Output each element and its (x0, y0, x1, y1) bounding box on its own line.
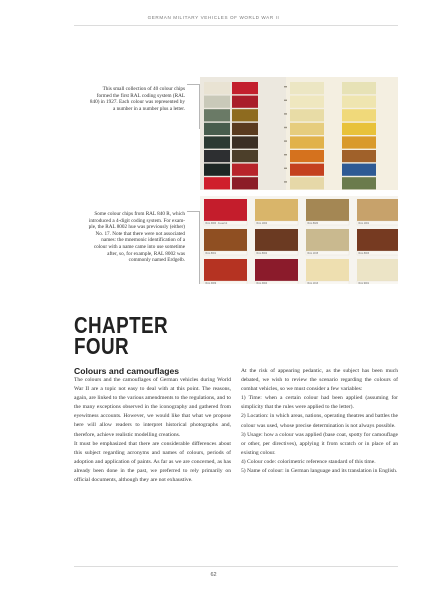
chip-label: RAL 1015 (307, 252, 319, 255)
colour-chip (306, 259, 349, 281)
index-mark (284, 168, 287, 169)
colour-chip (290, 82, 324, 94)
index-mark (284, 181, 287, 182)
body-paragraph: The colours and the camouflages of German vehicles during World War II are a topic not easy to deal with at this point. The reasons, again, are linked to the various amendments to the regulations, and to the many exceptions observed in the iconography and gathered from eyewitness accounts. However, we would like that what we propose here will allow readers to interpret historical photographs and, therefore, achieve realistic modelling creations. (74, 377, 231, 438)
chip-label: RAL 1013 (307, 282, 319, 284)
caption-leader-line (187, 211, 200, 284)
colour-chip (357, 199, 398, 221)
colour-chip (232, 123, 258, 135)
body-paragraph: At the risk of appearing pedantic, as the subject has been much debated, we wish to review the scenario regarding the colours of combat vehicles, so we must consider a few variables: (241, 368, 398, 393)
colour-chip (232, 164, 258, 176)
chip-label: RAL 8020 (307, 222, 319, 225)
chapter-title (74, 312, 169, 359)
chip-label: RAL 1001 (358, 222, 370, 225)
colour-chip (290, 136, 324, 148)
colour-chip (204, 96, 230, 108)
index-mark (284, 100, 287, 101)
caption-ral840: This small collection of 40 colour chips formed the first RAL coding system (RAL 840) in 1927. Each colour was represented by a number in a number plus a letter. (89, 86, 185, 112)
colour-chip (342, 82, 376, 94)
ral840r-colour-chips-image (200, 196, 398, 284)
index-mark (284, 154, 287, 155)
chip-label: RAL 8003 (358, 252, 370, 255)
colour-chip (232, 150, 258, 162)
colour-chip (204, 123, 230, 135)
chip-label: RAL 3009 (205, 282, 217, 284)
colour-chip (290, 150, 324, 162)
colour-chip (204, 109, 230, 121)
colour-chip (232, 82, 258, 94)
list-item: 5) Name of colour: in German language and its translation in English. (241, 468, 398, 475)
chip-label: RAL 8002 (256, 252, 268, 255)
colour-chip (290, 177, 324, 189)
index-mark (284, 113, 287, 114)
index-mark (284, 127, 287, 128)
colour-chip (290, 164, 324, 176)
colour-chip (204, 164, 230, 176)
list-item: 4) Colour code: colorimetric reference standard of this time. (241, 458, 376, 465)
running-head: GERMAN MILITARY VEHICLES OF WORLD WAR II (147, 15, 280, 20)
colour-chip (204, 259, 247, 281)
index-mark (284, 86, 287, 87)
colour-chip (342, 96, 376, 108)
chip-label: RAL 9001 (358, 282, 370, 284)
colour-chip (290, 96, 324, 108)
colour-chip (204, 177, 230, 189)
list-item: 3) Usage: how a colour was applied (base coat, spotty for camouflage or other, per directives), applying it from scratch or in place of an existing colour. (241, 431, 398, 456)
ral840-colour-chart-image (200, 77, 398, 190)
colour-chip (342, 150, 376, 162)
section-heading: Colours and camouflages (74, 366, 180, 376)
colour-chip (357, 229, 398, 251)
colour-chip (342, 123, 376, 135)
header-divider (74, 25, 398, 26)
footer-divider (74, 566, 398, 567)
colour-chip (306, 199, 349, 221)
colour-chip (342, 164, 376, 176)
colour-chip (232, 109, 258, 121)
colour-chip (290, 123, 324, 135)
colour-chip (255, 259, 298, 281)
chip-label: RAL 3004 (256, 282, 268, 284)
colour-chip (342, 177, 376, 189)
list-item: 1) Time: when a certain colour had been applied (assuming for simplicity that the rules were applied to the letter). (241, 395, 398, 411)
colour-chip (232, 177, 258, 189)
colour-chip (255, 199, 298, 221)
colour-chip (232, 136, 258, 148)
variables-list (241, 394, 398, 476)
colour-chip (204, 82, 230, 94)
body-paragraph: It must be emphasized that there are considerable differences about this subject regarding acronyms and names of colours, periods of adoption and application of paints. As far as we are concerned, as has already been done in the past, we preferred to rely primarily on official documents, although they are not exhaustive. (74, 440, 231, 484)
chapter-title-line2: FOUR (74, 333, 130, 359)
chapter-title-line1: CHAPTER (74, 312, 169, 338)
colour-chip (306, 229, 349, 251)
colour-chip (290, 109, 324, 121)
page-number: 62 (210, 572, 217, 578)
chip-label: RAL 8001 (205, 252, 217, 255)
colour-chip (204, 136, 230, 148)
colour-chip (204, 229, 247, 251)
colour-chip (255, 229, 298, 251)
chip-label: RAL 1002 (256, 222, 268, 225)
colour-chip (342, 136, 376, 148)
colour-chip (342, 109, 376, 121)
body-column-right (241, 367, 398, 476)
colour-chip (204, 150, 230, 162)
caption-ral840r: Some colour chips from RAL 840 R, which introduced a 4-digit coding system. For example, the RAL 8002 hue was previously (either) No. 17. Note that there were not associated names: the mnemonic identification of a colour with a name came into use sometime after, so, for example, RAL 8002 was commonly named Erdgelb. (88, 211, 185, 264)
colour-chip (204, 199, 247, 221)
colour-chip (357, 259, 398, 281)
colour-chip (232, 96, 258, 108)
caption-leader-line (187, 84, 200, 129)
list-item: 2) Location: in which areas, nations, operating theatres and battles the colour was used, whose precise determination is not always possible. (241, 413, 398, 429)
body-column-left (74, 376, 231, 485)
index-mark (284, 140, 287, 141)
chip-label: RAL 3000 · Feuerrot (205, 222, 228, 225)
